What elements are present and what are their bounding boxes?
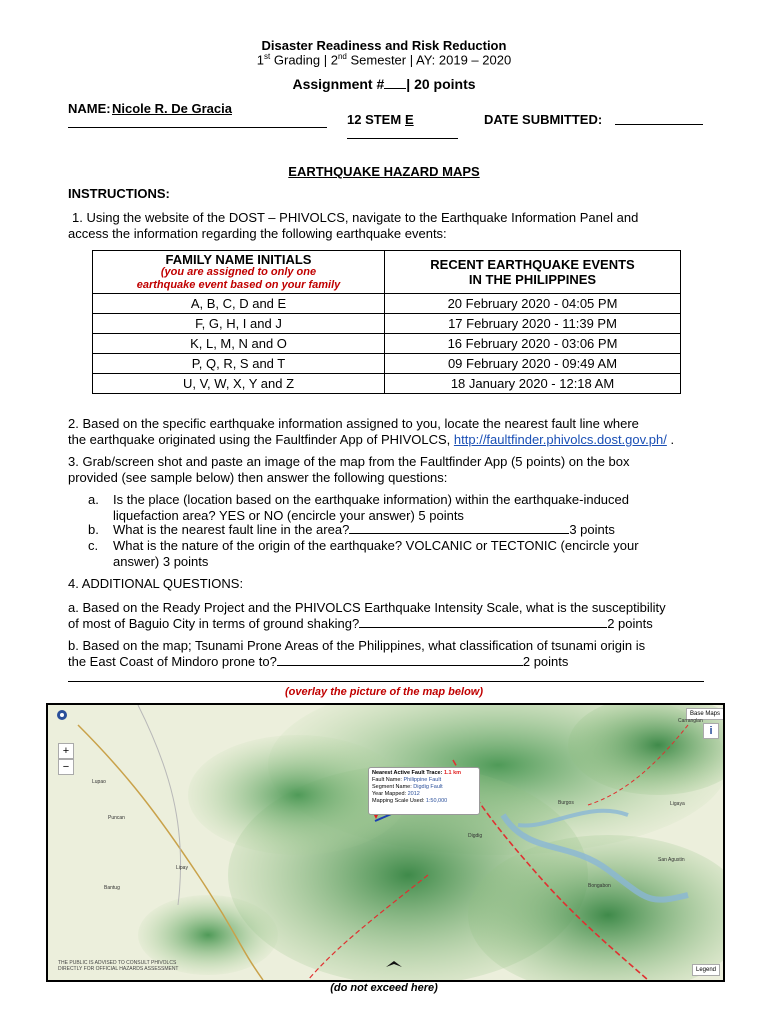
- question-3a-label: a.: [88, 492, 99, 507]
- section-title: EARTHQUAKE HAZARD MAPS: [288, 164, 480, 179]
- overlay-note: (overlay the picture of the map below): [284, 686, 484, 698]
- question-3b-label: b.: [88, 522, 99, 537]
- faultfinder-link[interactable]: http://faultfinder.phivolcs.dost.gov.ph/: [453, 432, 667, 447]
- place-label: Carranglan: [678, 718, 703, 724]
- question-4b: b. Based on the map; Tsunami Prone Areas of the Philippines, what classification of tsunami origin is the East Coast of Mindoro prone to? 2 points: [68, 638, 646, 669]
- item4-title: 4. ADDITIONAL QUESTIONS:: [68, 576, 244, 591]
- assignment-line: Assignment # | 20 points: [292, 76, 476, 92]
- table-row: U, V, W, X, Y and Z 18 January 2020 - 12:18 AM: [93, 374, 681, 394]
- place-label: Lupao: [92, 779, 106, 785]
- fault-info-popup: Nearest Active Fault Trace: 1.1 km Fault Name: Philippine Fault Segment Name: Digdig Fault Year Mapped: 2012 Mapping Scale Used: 1:50,000: [368, 767, 480, 815]
- place-label: Ligaya: [670, 801, 685, 807]
- item3-text: 3. Grab/screen shot and paste an image of the map from the Faultfinder App (5 points) on the box provided (see sample below) then answer the following questions:: [68, 454, 630, 485]
- name-label: NAME:: [68, 101, 111, 116]
- place-label: San Agustin: [658, 857, 685, 863]
- place-label: Puncan: [108, 815, 125, 821]
- table-row: P, Q, R, S and T 09 February 2020 - 09:49 AM: [93, 354, 681, 374]
- table-row: K, L, M, N and O 16 February 2020 - 03:06 PM: [93, 334, 681, 354]
- question-3c: What is the nature of the origin of the earthquake? VOLCANIC or TECTONIC (encircle your answer) 3 points: [113, 538, 639, 569]
- question-3a: Is the place (location based on the earthquake information) within the earthquake-induced liquefaction area? YES or NO (encircle your answer) 5 points: [113, 492, 629, 523]
- answer-blank-4a[interactable]: [359, 627, 607, 628]
- instructions-label: INSTRUCTIONS:: [68, 186, 170, 201]
- item2-text: 2. Based on the specific earthquake information assigned to you, locate the nearest fault line where the earthquake originated using the Faultfinder App of PHIVOLCS, http://faultfinder.phivolcs.dost.gov.ph/ .: [68, 416, 675, 447]
- answer-blank-4b[interactable]: [277, 665, 523, 666]
- bottom-note: (do not exceed here): [330, 982, 438, 994]
- question-4a: a. Based on the Ready Project and the PHIVOLCS Earthquake Intensity Scale, what is the susceptibility of most of Baguio City in terms of ground shaking? 2 points: [68, 600, 666, 631]
- date-blank: [615, 124, 703, 125]
- map-disclaimer: THE PUBLIC IS ADVISED TO CONSULT PHIVOLCS DIRECTLY FOR OFFICIAL HAZARDS ASSESSMENT: [58, 960, 179, 972]
- info-icon[interactable]: i: [703, 723, 719, 739]
- item1-text: 1. Using the website of the DOST – PHIVOLCS, navigate to the Earthquake Information Panel and access the information regarding the following earthquake events:: [68, 210, 639, 241]
- place-label: Lipay: [176, 865, 188, 871]
- terrain-map: [48, 705, 723, 980]
- section-label: 12 STEM: [347, 112, 402, 127]
- question-3b: What is the nearest fault line in the area? 3 points: [113, 522, 615, 537]
- base-maps-button[interactable]: Base Maps: [686, 708, 724, 720]
- zoom-in-button[interactable]: +: [58, 743, 74, 759]
- faultfinder-map[interactable]: [46, 703, 725, 982]
- place-label: Bongabon: [588, 883, 611, 889]
- events-header: RECENT EARTHQUAKE EVENTS IN THE PHILIPPINES: [385, 251, 681, 294]
- name-value: Nicole R. De Gracia: [112, 101, 232, 116]
- place-label: Bantug: [104, 885, 120, 891]
- assignment-number-blank: [384, 88, 406, 89]
- table-row: F, G, H, I and J 17 February 2020 - 11:39 PM: [93, 314, 681, 334]
- date-label: DATE SUBMITTED:: [484, 112, 603, 127]
- answer-blank-3b[interactable]: [349, 533, 569, 534]
- initials-header: FAMILY NAME INITIALS (you are assigned to only one earthquake event based on your family: [93, 251, 385, 294]
- earthquake-events-table: [92, 250, 681, 394]
- name-underline: [68, 127, 327, 128]
- table-row: A, B, C, D and E 20 February 2020 - 04:05 PM: [93, 294, 681, 314]
- legend-button[interactable]: Legend: [692, 964, 720, 976]
- question-3c-label: c.: [88, 538, 99, 553]
- section-value: E: [405, 112, 414, 127]
- divider-line: [68, 681, 704, 682]
- table-header-row: [93, 251, 681, 294]
- section-underline: [347, 138, 458, 139]
- zoom-out-button[interactable]: −: [58, 759, 74, 775]
- place-label: Digdig: [468, 833, 483, 839]
- course-title: Disaster Readiness and Risk Reduction: [261, 38, 507, 53]
- phivolcs-logo-icon: [56, 709, 68, 721]
- grading-line: 1st Grading | 2nd Semester | AY: 2019 – 2020: [256, 52, 512, 68]
- place-label: Burgos: [558, 800, 574, 806]
